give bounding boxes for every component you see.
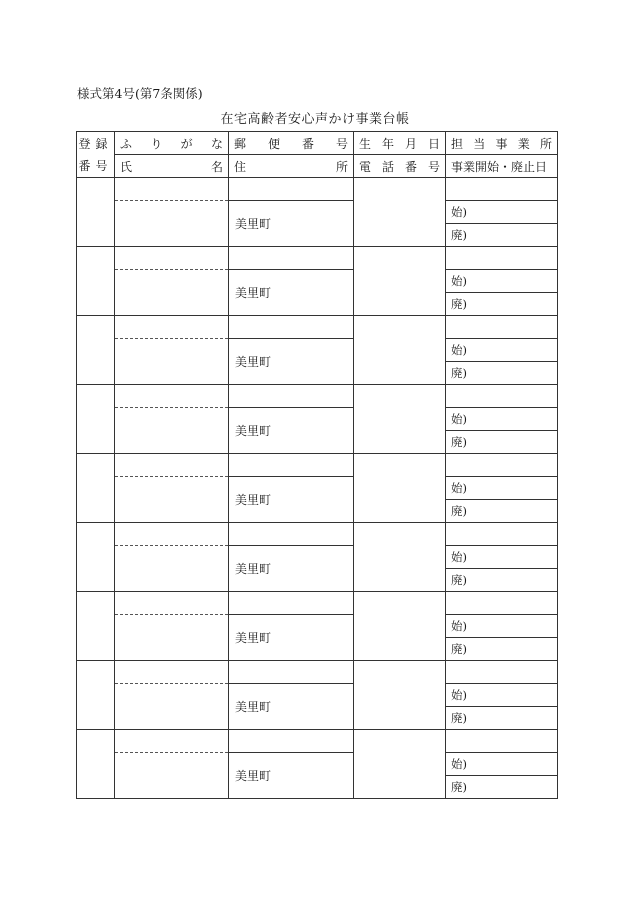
registration-number-cell[interactable] — [77, 316, 115, 385]
address-prefix: 美里町 — [235, 286, 272, 300]
end-label: 廃) — [451, 780, 467, 794]
table-row — [77, 178, 558, 201]
registration-number-cell[interactable] — [77, 523, 115, 592]
name-cell[interactable] — [115, 546, 229, 592]
furigana-cell[interactable] — [115, 730, 229, 753]
service-end-cell[interactable] — [446, 224, 558, 247]
end-label: 廃) — [451, 711, 467, 725]
service-end-cell[interactable] — [446, 707, 558, 730]
service-end-cell[interactable] — [446, 638, 558, 661]
start-label: 始) — [451, 274, 467, 288]
birth-date-cell[interactable] — [354, 247, 446, 316]
address-cell[interactable] — [229, 339, 354, 385]
furigana-cell[interactable] — [115, 385, 229, 408]
office-in-charge-cell[interactable] — [446, 454, 558, 477]
furigana-cell[interactable] — [115, 247, 229, 270]
furigana-cell[interactable] — [115, 523, 229, 546]
office-in-charge-cell[interactable] — [446, 661, 558, 684]
office-in-charge-cell[interactable] — [446, 730, 558, 753]
address-cell[interactable] — [229, 408, 354, 454]
table-row — [77, 523, 558, 546]
postal-code-cell[interactable] — [229, 661, 354, 684]
header-phone-number: 電 話 番 号 — [354, 155, 446, 178]
header-postal-code: 郵 便 番 号 — [229, 132, 354, 155]
name-cell[interactable] — [115, 615, 229, 661]
address-cell[interactable] — [229, 477, 354, 523]
address-cell[interactable] — [229, 201, 354, 247]
name-cell[interactable] — [115, 753, 229, 799]
service-end-cell[interactable] — [446, 569, 558, 592]
table-row — [77, 201, 558, 224]
office-in-charge-cell[interactable] — [446, 523, 558, 546]
service-end-cell[interactable] — [446, 776, 558, 799]
address-prefix: 美里町 — [235, 493, 272, 507]
service-start-cell[interactable] — [446, 753, 558, 776]
registration-number-cell[interactable] — [77, 178, 115, 247]
form-number-label: 様式第4号(第7条関係) — [77, 86, 203, 101]
postal-code-cell[interactable] — [229, 178, 354, 201]
address-cell[interactable] — [229, 684, 354, 730]
service-start-cell[interactable] — [446, 546, 558, 569]
address-cell[interactable] — [229, 753, 354, 799]
service-start-cell[interactable] — [446, 615, 558, 638]
table-row — [77, 316, 558, 339]
address-cell[interactable] — [229, 615, 354, 661]
page-title: 在宅高齢者安心声かけ事業台帳 — [220, 112, 410, 127]
service-end-cell[interactable] — [446, 362, 558, 385]
end-label: 廃) — [451, 435, 467, 449]
start-label: 始) — [451, 412, 467, 426]
furigana-cell[interactable] — [115, 661, 229, 684]
table-row — [77, 385, 558, 408]
birth-date-cell[interactable] — [354, 523, 446, 592]
furigana-cell[interactable] — [115, 592, 229, 615]
service-start-cell[interactable] — [446, 339, 558, 362]
address-prefix: 美里町 — [235, 769, 272, 783]
header-service-start-end: 事業開始・廃止日 — [446, 155, 558, 178]
service-end-cell[interactable] — [446, 431, 558, 454]
office-in-charge-cell[interactable] — [446, 178, 558, 201]
birth-date-cell[interactable] — [354, 385, 446, 454]
table-row — [77, 661, 558, 684]
registration-number-cell[interactable] — [77, 730, 115, 799]
name-cell[interactable] — [115, 201, 229, 247]
table-row — [77, 592, 558, 615]
service-end-cell[interactable] — [446, 500, 558, 523]
end-label: 廃) — [451, 297, 467, 311]
table-row — [77, 477, 558, 500]
birth-date-cell[interactable] — [354, 730, 446, 799]
end-label: 廃) — [451, 366, 467, 380]
furigana-cell[interactable] — [115, 316, 229, 339]
ledger-table — [76, 131, 558, 799]
birth-date-cell[interactable] — [354, 592, 446, 661]
end-label: 廃) — [451, 642, 467, 656]
name-cell[interactable] — [115, 408, 229, 454]
service-start-cell[interactable] — [446, 270, 558, 293]
table-row — [77, 454, 558, 477]
name-cell[interactable] — [115, 477, 229, 523]
header-office-in-charge: 担 当 事 業 所 — [446, 132, 558, 155]
registration-number-cell[interactable] — [77, 454, 115, 523]
table-row — [77, 247, 558, 270]
end-label: 廃) — [451, 573, 467, 587]
service-start-cell[interactable] — [446, 201, 558, 224]
end-label: 廃) — [451, 504, 467, 518]
header-row-1 — [77, 132, 558, 155]
table-row — [77, 753, 558, 776]
address-prefix: 美里町 — [235, 562, 272, 576]
start-label: 始) — [451, 481, 467, 495]
start-label: 始) — [451, 757, 467, 771]
table-row — [77, 339, 558, 362]
service-start-cell[interactable] — [446, 684, 558, 707]
address-prefix: 美里町 — [235, 700, 272, 714]
table-row — [77, 408, 558, 431]
table-row — [77, 270, 558, 293]
postal-code-cell[interactable] — [229, 523, 354, 546]
address-cell[interactable] — [229, 546, 354, 592]
start-label: 始) — [451, 619, 467, 633]
postal-code-cell[interactable] — [229, 247, 354, 270]
start-label: 始) — [451, 550, 467, 564]
service-end-cell[interactable] — [446, 293, 558, 316]
office-in-charge-cell[interactable] — [446, 385, 558, 408]
header-row-2 — [77, 155, 558, 178]
registration-number-cell[interactable] — [77, 385, 115, 454]
service-start-cell[interactable] — [446, 408, 558, 431]
office-in-charge-cell[interactable] — [446, 592, 558, 615]
address-prefix: 美里町 — [235, 631, 272, 645]
postal-code-cell[interactable] — [229, 730, 354, 753]
birth-date-cell[interactable] — [354, 178, 446, 247]
table-row — [77, 615, 558, 638]
header-registration-number: 登録 番号 — [77, 132, 115, 178]
service-start-cell[interactable] — [446, 477, 558, 500]
address-prefix: 美里町 — [235, 424, 272, 438]
birth-date-cell[interactable] — [354, 454, 446, 523]
header-birth-date: 生 年 月 日 — [354, 132, 446, 155]
postal-code-cell[interactable] — [229, 454, 354, 477]
address-prefix: 美里町 — [235, 355, 272, 369]
end-label: 廃) — [451, 228, 467, 242]
birth-date-cell[interactable] — [354, 316, 446, 385]
table-row — [77, 684, 558, 707]
start-label: 始) — [451, 688, 467, 702]
registration-number-cell[interactable] — [77, 247, 115, 316]
name-cell[interactable] — [115, 270, 229, 316]
postal-code-cell[interactable] — [229, 592, 354, 615]
table-row — [77, 730, 558, 753]
header-address: 住 所 — [229, 155, 354, 178]
start-label: 始) — [451, 343, 467, 357]
registration-number-cell[interactable] — [77, 592, 115, 661]
office-in-charge-cell[interactable] — [446, 316, 558, 339]
start-label: 始) — [451, 205, 467, 219]
address-cell[interactable] — [229, 270, 354, 316]
header-name: 氏 名 — [115, 155, 229, 178]
name-cell[interactable] — [115, 684, 229, 730]
furigana-cell[interactable] — [115, 178, 229, 201]
office-in-charge-cell[interactable] — [446, 247, 558, 270]
header-furigana: ふ り が な — [115, 132, 229, 155]
furigana-cell[interactable] — [115, 454, 229, 477]
birth-date-cell[interactable] — [354, 661, 446, 730]
postal-code-cell[interactable] — [229, 316, 354, 339]
table-row — [77, 546, 558, 569]
registration-number-cell[interactable] — [77, 661, 115, 730]
postal-code-cell[interactable] — [229, 385, 354, 408]
name-cell[interactable] — [115, 339, 229, 385]
address-prefix: 美里町 — [235, 217, 272, 231]
